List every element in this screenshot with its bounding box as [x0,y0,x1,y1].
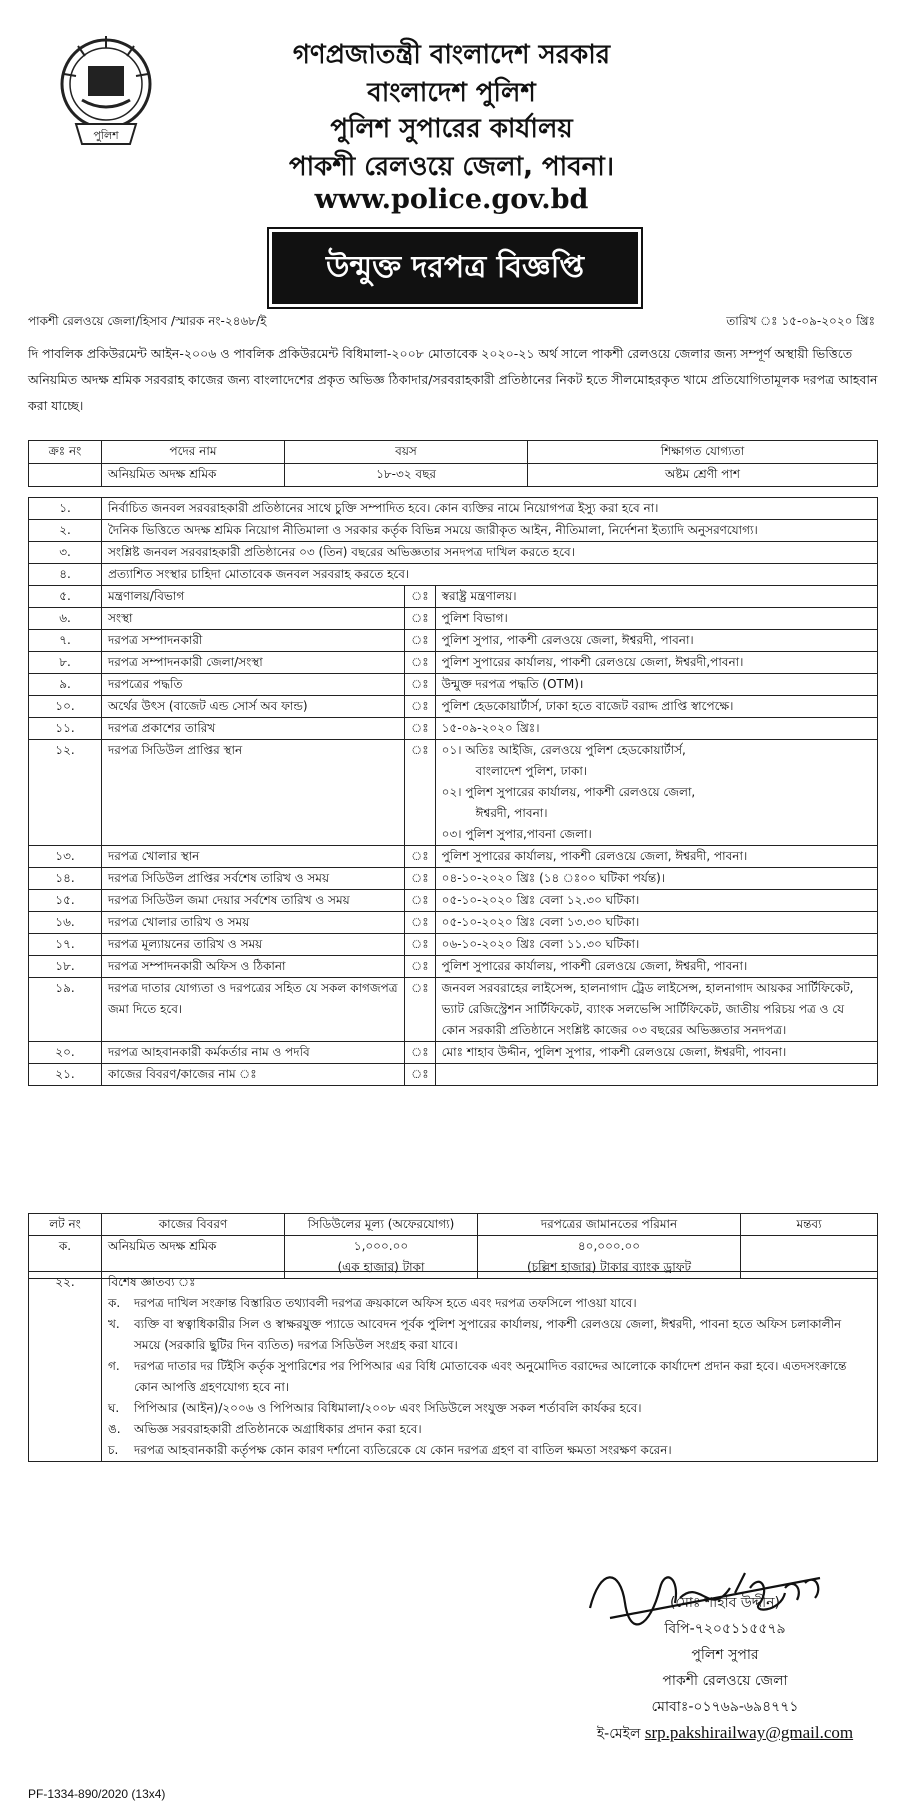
special-notes-title: বিশেষ জ্ঞাতব্য ঃ [108,1275,196,1289]
item-key: ঘ. [108,1401,120,1415]
special-notes-row [29,1272,878,1462]
col-age: বয়স [285,441,528,464]
detail-value [435,1064,877,1086]
lot-table-header [29,1214,878,1236]
notice-date: তারিখ ঃ ১৫-০৯-২০২০ খ্রিঃ [726,314,875,328]
item-text: ব্যক্তি বা স্বত্বাধিকারীর সিল ও স্বাক্ষরযুক্ত প্যাডে আবেদন পূর্বক পুলিশ সুপারের কার্যালয়, পাকশী রেলওয়ে জেলা, ঈশ্বরদী, পাবনা হতে অফিস চলাকালীন সময়ে (সরকারি ছুটির দিন ব্যতিত) দরপত্র সিডিউল সংগ্রহ করা যাবে। [134,1317,842,1352]
special-item [108,1398,871,1419]
header-gov: গণপ্রজাতন্ত্রী বাংলাদেশ সরকার [292,40,611,70]
colon: ঃ [405,696,436,718]
footer-code: PF-1334-890/2020 (13x4) [28,1787,166,1801]
lot-number: ক. [29,1236,102,1279]
location-2: ০২। পুলিশ সুপারের কার্যালয়, পাকশী রেলওয়ে জেলা, [441,785,696,799]
row-number: ১১. [29,718,102,740]
detail-label: দরপত্র সম্পাদনকারী অফিস ও ঠিকানা [102,956,405,978]
condition-row [29,564,878,586]
email-link[interactable]: srp.pakshirailway@gmail.com [644,1723,854,1742]
detail-row [29,630,878,652]
row-number: ১৬. [29,912,102,934]
detail-label: দরপত্র সিডিউল প্রাপ্তির স্থান [102,740,405,846]
row-number: ১০. [29,696,102,718]
detail-label: দরপত্র প্রকাশের তারিখ [102,718,405,740]
location-1-cont: বাংলাদেশ পুলিশ, ঢাকা। [475,764,588,778]
row-number: ১৭. [29,934,102,956]
intro-paragraph: দি পাবলিক প্রকিউরমেন্ট আইন-২০০৬ ও পাবলিক প্রকিউরমেন্ট বিধিমালা-২০০৮ মোতাবেক ২০২০-২১ অর্থ সালে পাকশী রেলওয়ে জেলার জন্য সম্পূর্ণ অস্থায়ী ভিত্তিতে অনিয়মিত অদক্ষ শ্রমিক সরবরাহ কাজের জন্য বাংলাদেশের প্রকৃত অভিজ্ঞ ঠিকাদার/সরবরাহকারী প্রতিষ্ঠানের নিকট হতে সীলমোহরকৃত খামে প্রতিযোগিতামূলক দরপত্র আহবান করা যাচ্ছে। [28,346,878,413]
signature-block [560,1590,890,1747]
detail-value: উন্মুক্ত দরপত্র পদ্ধতি (OTM)। [435,674,877,696]
detail-label: দরপত্র সম্পাদনকারী জেলা/সংস্থা [102,652,405,674]
detail-value: ০৪-১০-২০২০ খ্রিঃ (১৪ ঃ০০ ঘটিকা পর্যন্ত)। [435,868,877,890]
email-label: ই-মেইল [596,1726,641,1742]
detail-value: স্বরাষ্ট্র মন্ত্রণালয়। [435,586,877,608]
item-text: দরপত্র দাখিল সংক্রান্ত বিস্তারিত তথ্যাবলী দরপত্র ক্রয়কালে অফিস হতে এবং দরপত্র তফসিলে পাওয়া যাবে। [134,1296,637,1310]
colon: ঃ [405,978,436,1042]
row-number: ২০. [29,1042,102,1064]
detail-label: অর্থের উৎস (বাজেট এন্ড সোর্স অব ফান্ড) [102,696,405,718]
item-key: গ. [108,1359,120,1373]
detail-row [29,890,878,912]
detail-value: পুলিশ বিভাগ। [435,608,877,630]
detail-label: দরপত্র খোলার স্থান [102,846,405,868]
location-1: ০১। অতিঃ আইজি, রেলওয়ে পুলিশ হেডকোয়ার্টার্স, [441,743,686,757]
col-post-name: পদের নাম [102,441,285,464]
row-number: ২. [29,520,102,542]
post-table [28,440,878,487]
detail-label: দরপত্র দাতার যোগ্যতা ও দরপত্রের সহিত যে সকল কাগজপত্র জমা দিতে হবে। [102,978,405,1042]
special-item [108,1356,871,1398]
header-district: পাকশী রেলওয়ে জেলা, পাবনা। [288,152,615,182]
colon: ঃ [405,608,436,630]
price-figure: ১,০০০.০০ [353,1239,409,1253]
detail-row [29,956,878,978]
col-lot: লট নং [29,1214,102,1236]
details-table [28,497,878,1086]
emblem-label: পুলিশ [93,129,119,142]
row-number: ২২. [29,1272,102,1462]
col-remark: মন্তব্য [741,1214,878,1236]
colon: ঃ [405,1064,436,1086]
special-item [108,1440,871,1461]
col-price: সিডিউলের মূল্য (অফেরযোগ্য) [285,1214,478,1236]
special-item [108,1419,871,1440]
detail-value: ০৫-১০-২০২০ খ্রিঃ বেলা ১৩.৩০ ঘটিকা। [435,912,877,934]
colon: ঃ [405,630,436,652]
row-number: ৮. [29,652,102,674]
colon: ঃ [405,868,436,890]
signatory-office: পাকশী রেলওয়ে জেলা [662,1673,788,1689]
location-2-cont: ঈশ্বরদী, পাবনা। [475,806,548,820]
detail-value: পুলিশ হেডকোয়ার্টার্স, ঢাকা হতে বাজেট বরাদ্দ প্রাপ্তি স্বাপেক্ষে। [435,696,877,718]
condition-text: প্রত্যাশিত সংস্থার চাহিদা মোতাবেক জনবল সরবরাহ করতে হবে। [102,564,878,586]
detail-row [29,934,878,956]
row-number: ১৩. [29,846,102,868]
item-key: খ. [108,1317,120,1331]
memo-number: পাকশী রেলওয়ে জেলা/হিসাব /স্মারক নং-২৪৬৮/ই [28,314,267,328]
detail-label: দরপত্র সিডিউল প্রাপ্তির সর্বশেষ তারিখ ও সময় [102,868,405,890]
detail-label: দরপত্র সিডিউল জমা দেয়ার সর্বশেষ তারিখ ও সময় [102,890,405,912]
security-figure: ৪০,০০০.০০ [577,1239,641,1253]
colon: ঃ [405,934,436,956]
row-number: ১২. [29,740,102,846]
colon: ঃ [405,586,436,608]
cell-age: ১৮-৩২ বছর [285,464,528,487]
condition-text: দৈনিক ভিত্তিতে অদক্ষ শ্রমিক নিয়োগ নীতিমালা ও সরকার কর্তৃক বিভিন্ন সময়ে জারীকৃত আইন, নীতিমালা, নির্দেশনা ইত্যাদি অনুসরণযোগ্য। [102,520,878,542]
signatory-email [560,1720,890,1747]
post-table-row [29,464,878,487]
colon: ঃ [405,1042,436,1064]
detail-value: পুলিশ সুপার, পাকশী রেলওয়ে জেলা, ঈশ্বরদী, পাবনা। [435,630,877,652]
signatory-bp: বিপি-৭২০৫১১৫৫৭৯ [664,1621,786,1637]
detail-row [29,696,878,718]
detail-row [29,1042,878,1064]
detail-row [29,978,878,1042]
signatory-name: (মোঃ শাহাব উদ্দীন) [670,1595,780,1611]
lot-table [28,1213,878,1279]
special-notes [102,1272,878,1462]
colon: ঃ [405,912,436,934]
tender-notice-banner: উন্মুক্ত দরপত্র বিজ্ঞপ্তি [272,232,638,304]
condition-text: সংশ্লিষ্ট জনবল সরবরাহকারী প্রতিষ্ঠানের ০৩ (তিন) বছরের অভিজ্ঞতার সনদপত্র দাখিল করতে হবে। [102,542,878,564]
detail-row [29,912,878,934]
condition-text: নির্বাচিত জনবল সরবরাহকারী প্রতিষ্ঠানের সাথে চুক্তি সম্পাদিত হবে। কোন ব্যক্তির নামে নিয়োগপত্র ইস্যু করা হবে না। [102,498,878,520]
condition-row [29,542,878,564]
detail-row [29,674,878,696]
detail-label: কাজের বিবরণ/কাজের নাম ঃ [102,1064,405,1086]
col-security: দরপত্রের জামানতের পরিমান [478,1214,741,1236]
special-item [108,1293,871,1314]
colon: ঃ [405,740,436,846]
row-number: ১৫. [29,890,102,912]
detail-value: মোঃ শাহাব উদ্দীন, পুলিশ সুপার, পাকশী রেলওয়ে জেলা, ঈশ্বরদী, পাবনা। [435,1042,877,1064]
detail-label: সংস্থা [102,608,405,630]
row-number: ১৮. [29,956,102,978]
detail-value: পুলিশ সুপারের কার্যালয়, পাকশী রেলওয়ে জেলা, ঈশ্বরদী,পাবনা। [435,652,877,674]
detail-value: পুলিশ সুপারের কার্যালয়, পাকশী রেলওয়ে জেলা, ঈশ্বরদী, পাবনা। [435,846,877,868]
row-number: ৪. [29,564,102,586]
colon: ঃ [405,674,436,696]
detail-row [29,586,878,608]
detail-row [29,652,878,674]
row-number: ৬. [29,608,102,630]
cell-serial [29,464,102,487]
detail-row [29,1064,878,1086]
detail-label: দরপত্র সম্পাদনকারী [102,630,405,652]
colon: ঃ [405,718,436,740]
row-number: ২১. [29,1064,102,1086]
detail-label: মন্ত্রণালয়/বিভাগ [102,586,405,608]
col-serial: ক্রঃ নং [29,441,102,464]
detail-label: দরপত্র মূল্যায়নের তারিখ ও সময় [102,934,405,956]
condition-row [29,520,878,542]
schedule-locations [435,740,877,846]
detail-row [29,608,878,630]
location-3: ০৩। পুলিশ সুপার,পাবনা জেলা। [441,827,592,841]
detail-row [29,846,878,868]
colon: ঃ [405,652,436,674]
row-number: ১৯. [29,978,102,1042]
item-text: দরপত্র দাতার দর টিইসি কর্তৃক সুপারিশের পর পিপিআর এর বিধি মোতাবেক এবং অনুমোদিত বরাদ্দের আলোকে কার্যাদেশ প্রদান করা হবে। এতদসংক্রান্তে কোন আপত্তি গ্রহণযোগ্য হবে না। [134,1359,847,1394]
colon: ঃ [405,890,436,912]
item-key: ঙ. [108,1422,121,1436]
cell-post-name: অনিয়মিত অদক্ষ শ্রমিক [102,464,285,487]
special-notes-table [28,1271,878,1462]
item-text: অভিজ্ঞ সরবরাহকারী প্রতিষ্ঠানকে অগ্রাধিকার প্রদান করা হবে। [134,1422,422,1436]
detail-value: ০৬-১০-২০২০ খ্রিঃ বেলা ১১.৩০ ঘটিকা। [435,934,877,956]
col-education: শিক্ষাগত যোগ্যতা [528,441,878,464]
signatory-designation: পুলিশ সুপার [691,1647,759,1663]
detail-value: জনবল সরবরাহের লাইসেন্স, হালনাগাদ ট্রেড লাইসেন্স, হালনাগাদ আয়কর সার্টিফিকেট, ভ্যাট রেজিস্ট্রেশন সার্টিফিকেট, ব্যাংক সলভেন্সি সার্টিফিকেট, জাতীয় পরিচয় পত্র ও যে কোন সরকারী প্রতিষ্ঠানে সংশ্লিষ্ট কাজের ০৩ বছরের অভিজ্ঞতার সনদপত্র। [435,978,877,1042]
special-item [108,1314,871,1356]
detail-value: ০৫-১০-২০২০ খ্রিঃ বেলা ১২.৩০ ঘটিকা। [435,890,877,912]
detail-row [29,740,878,846]
item-key: চ. [108,1443,119,1457]
security-words: (চল্লিশ হাজার) টাকার ব্যাংক ড্রাফট [526,1260,692,1274]
detail-row [29,718,878,740]
detail-value: ১৫-০৯-২০২০ খ্রিঃ। [435,718,877,740]
row-number: ৫. [29,586,102,608]
signatory-mobile: মোবাঃ-০১৭৬৯-৬৯৪৭৭১ [651,1699,799,1715]
colon: ঃ [405,956,436,978]
row-number: ৩. [29,542,102,564]
row-number: ১. [29,498,102,520]
header-office: পুলিশ সুপারের কার্যালয় [330,114,573,144]
detail-label: দরপত্রের পদ্ধতি [102,674,405,696]
row-number: ১৪. [29,868,102,890]
post-table-header [29,441,878,464]
col-work: কাজের বিবরণ [102,1214,285,1236]
detail-label: দরপত্র খোলার তারিখ ও সময় [102,912,405,934]
condition-row [29,498,878,520]
detail-row [29,868,878,890]
detail-value: পুলিশ সুপারের কার্যালয়, পাকশী রেলওয়ে জেলা, ঈশ্বরদী, পাবনা। [435,956,877,978]
cell-education: অষ্টম শ্রেণী পাশ [528,464,878,487]
item-text: পিপিআর (আইন)/২০০৬ ও পিপিআর বিধিমালা/২০০৮ এবং সিডিউলে সংযুক্ত সকল শর্তাবলি কার্যকর হবে। [134,1401,642,1415]
price-words: (এক হাজার) টাকা [337,1260,425,1274]
item-key: ক. [108,1296,121,1310]
item-text: দরপত্র আহবানকারী কর্তৃপক্ষ কোন কারণ দর্শানো ব্যতিরেকে যে কোন দরপত্র গ্রহণ বা বাতিল ক্ষমতা সংরক্ষণ করেন। [134,1443,672,1457]
website-link[interactable]: www.police.gov.bd [314,184,589,215]
detail-label: দরপত্র আহবানকারী কর্মকর্তার নাম ও পদবি [102,1042,405,1064]
lot-work: অনিয়মিত অদক্ষ শ্রমিক [102,1236,285,1279]
row-number: ৭. [29,630,102,652]
row-number: ৯. [29,674,102,696]
header-police: বাংলাদেশ পুলিশ [367,78,536,108]
colon: ঃ [405,846,436,868]
